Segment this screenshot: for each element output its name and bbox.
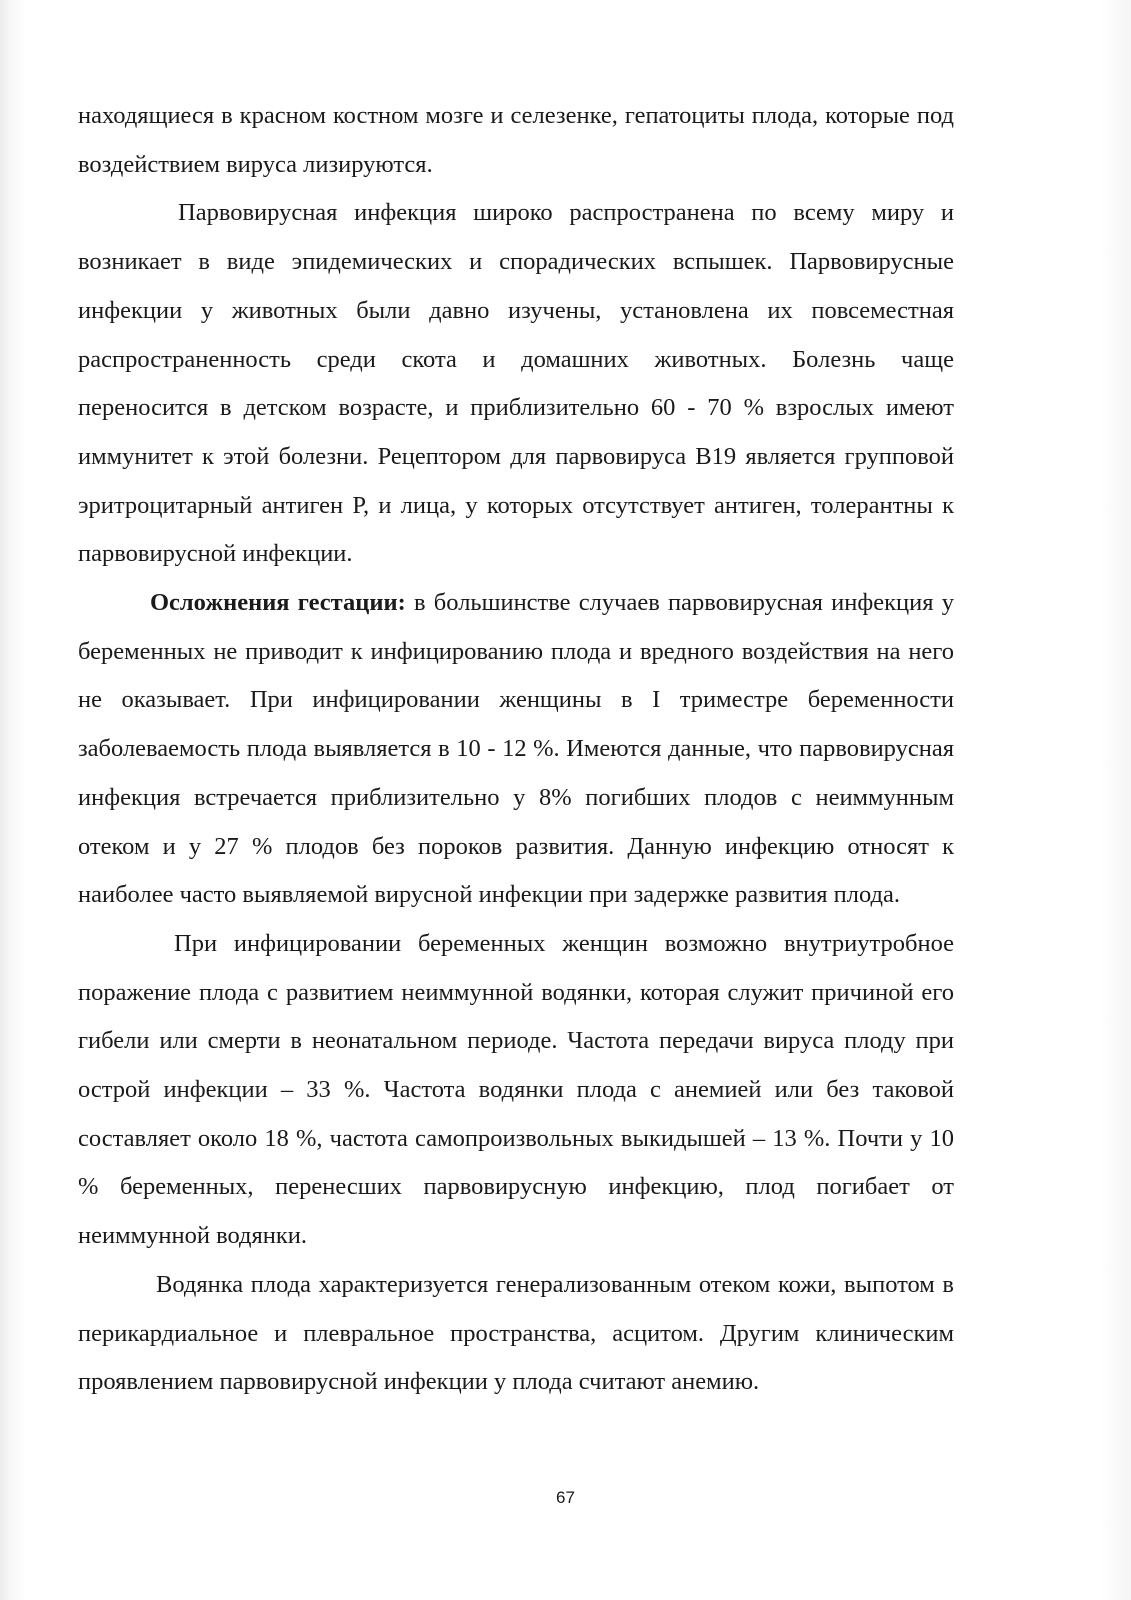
body-text xyxy=(78,92,954,1407)
paragraph-2: Парвовирусная инфекция широко распространена по всему миру и возникает в виде эпидемических и спорадических вспышек. Парвовирусные инфекции у животных были давно изучены, установлена их повсеместная распространенность среди скота и домашних животных. Болезнь чаще переносится в детском возрасте, и приблизительно 60 - 70 % взрослых имеют иммунитет к этой болезни. Рецептором для парвовируса В19 является групповой эритроцитарный антиген Р, и лица, у которых отсутствует антиген, толерантны к парвовирусной инфекции. xyxy=(78,199,954,568)
page-number: 67 xyxy=(556,1488,575,1507)
paragraph-3-body: в большинстве случаев парвовирусная инфекция у беременных не приводит к инфицированию плода и вредного воздействия на него не оказывает. При инфицировании женщины в I триместре беременности заболеваемость плода выявляется в 10 - 12 %. Имеются данные, что парвовирусная инфекция встречается приблизительно у 8% погибших плодов с неиммунным отеком и у 27 % плодов без пороков развития. Данную инфекцию относят к наиболее часто выявляемой вирусной инфекции при задержке развития плода. xyxy=(78,589,954,909)
paragraph-1: находящиеся в красном костном мозге и селезенке, гепатоциты плода, которые под воздействием вируса лизируются. xyxy=(78,102,954,178)
paragraph-5: Водянка плода характеризуется генерализованным отеком кожи, выпотом в перикардиальное и плевральное пространства, асцитом. Другим клиническим проявлением парвовирусной инфекции у плода считают анемию. xyxy=(78,1270,954,1396)
paragraph-3-lead: Осложнения гестации: xyxy=(150,589,406,617)
paragraph-4: При инфицировании беременных женщин возможно внутриутробное поражение плода с развитием неиммунной водянки, которая служит причиной его гибели или смерти в неонатальном периоде. Частота передачи вируса плоду при острой инфекции – 33 %. Частота водянки плода с анемией или без таковой составляет около 18 %, частота самопроизвольных выкидышей – 13 %. Почти у 10 % беременных, перенесших парвовирусную инфекцию, плод погибает от неиммунной водянки. xyxy=(78,929,954,1250)
paragraph-3 xyxy=(78,579,954,920)
